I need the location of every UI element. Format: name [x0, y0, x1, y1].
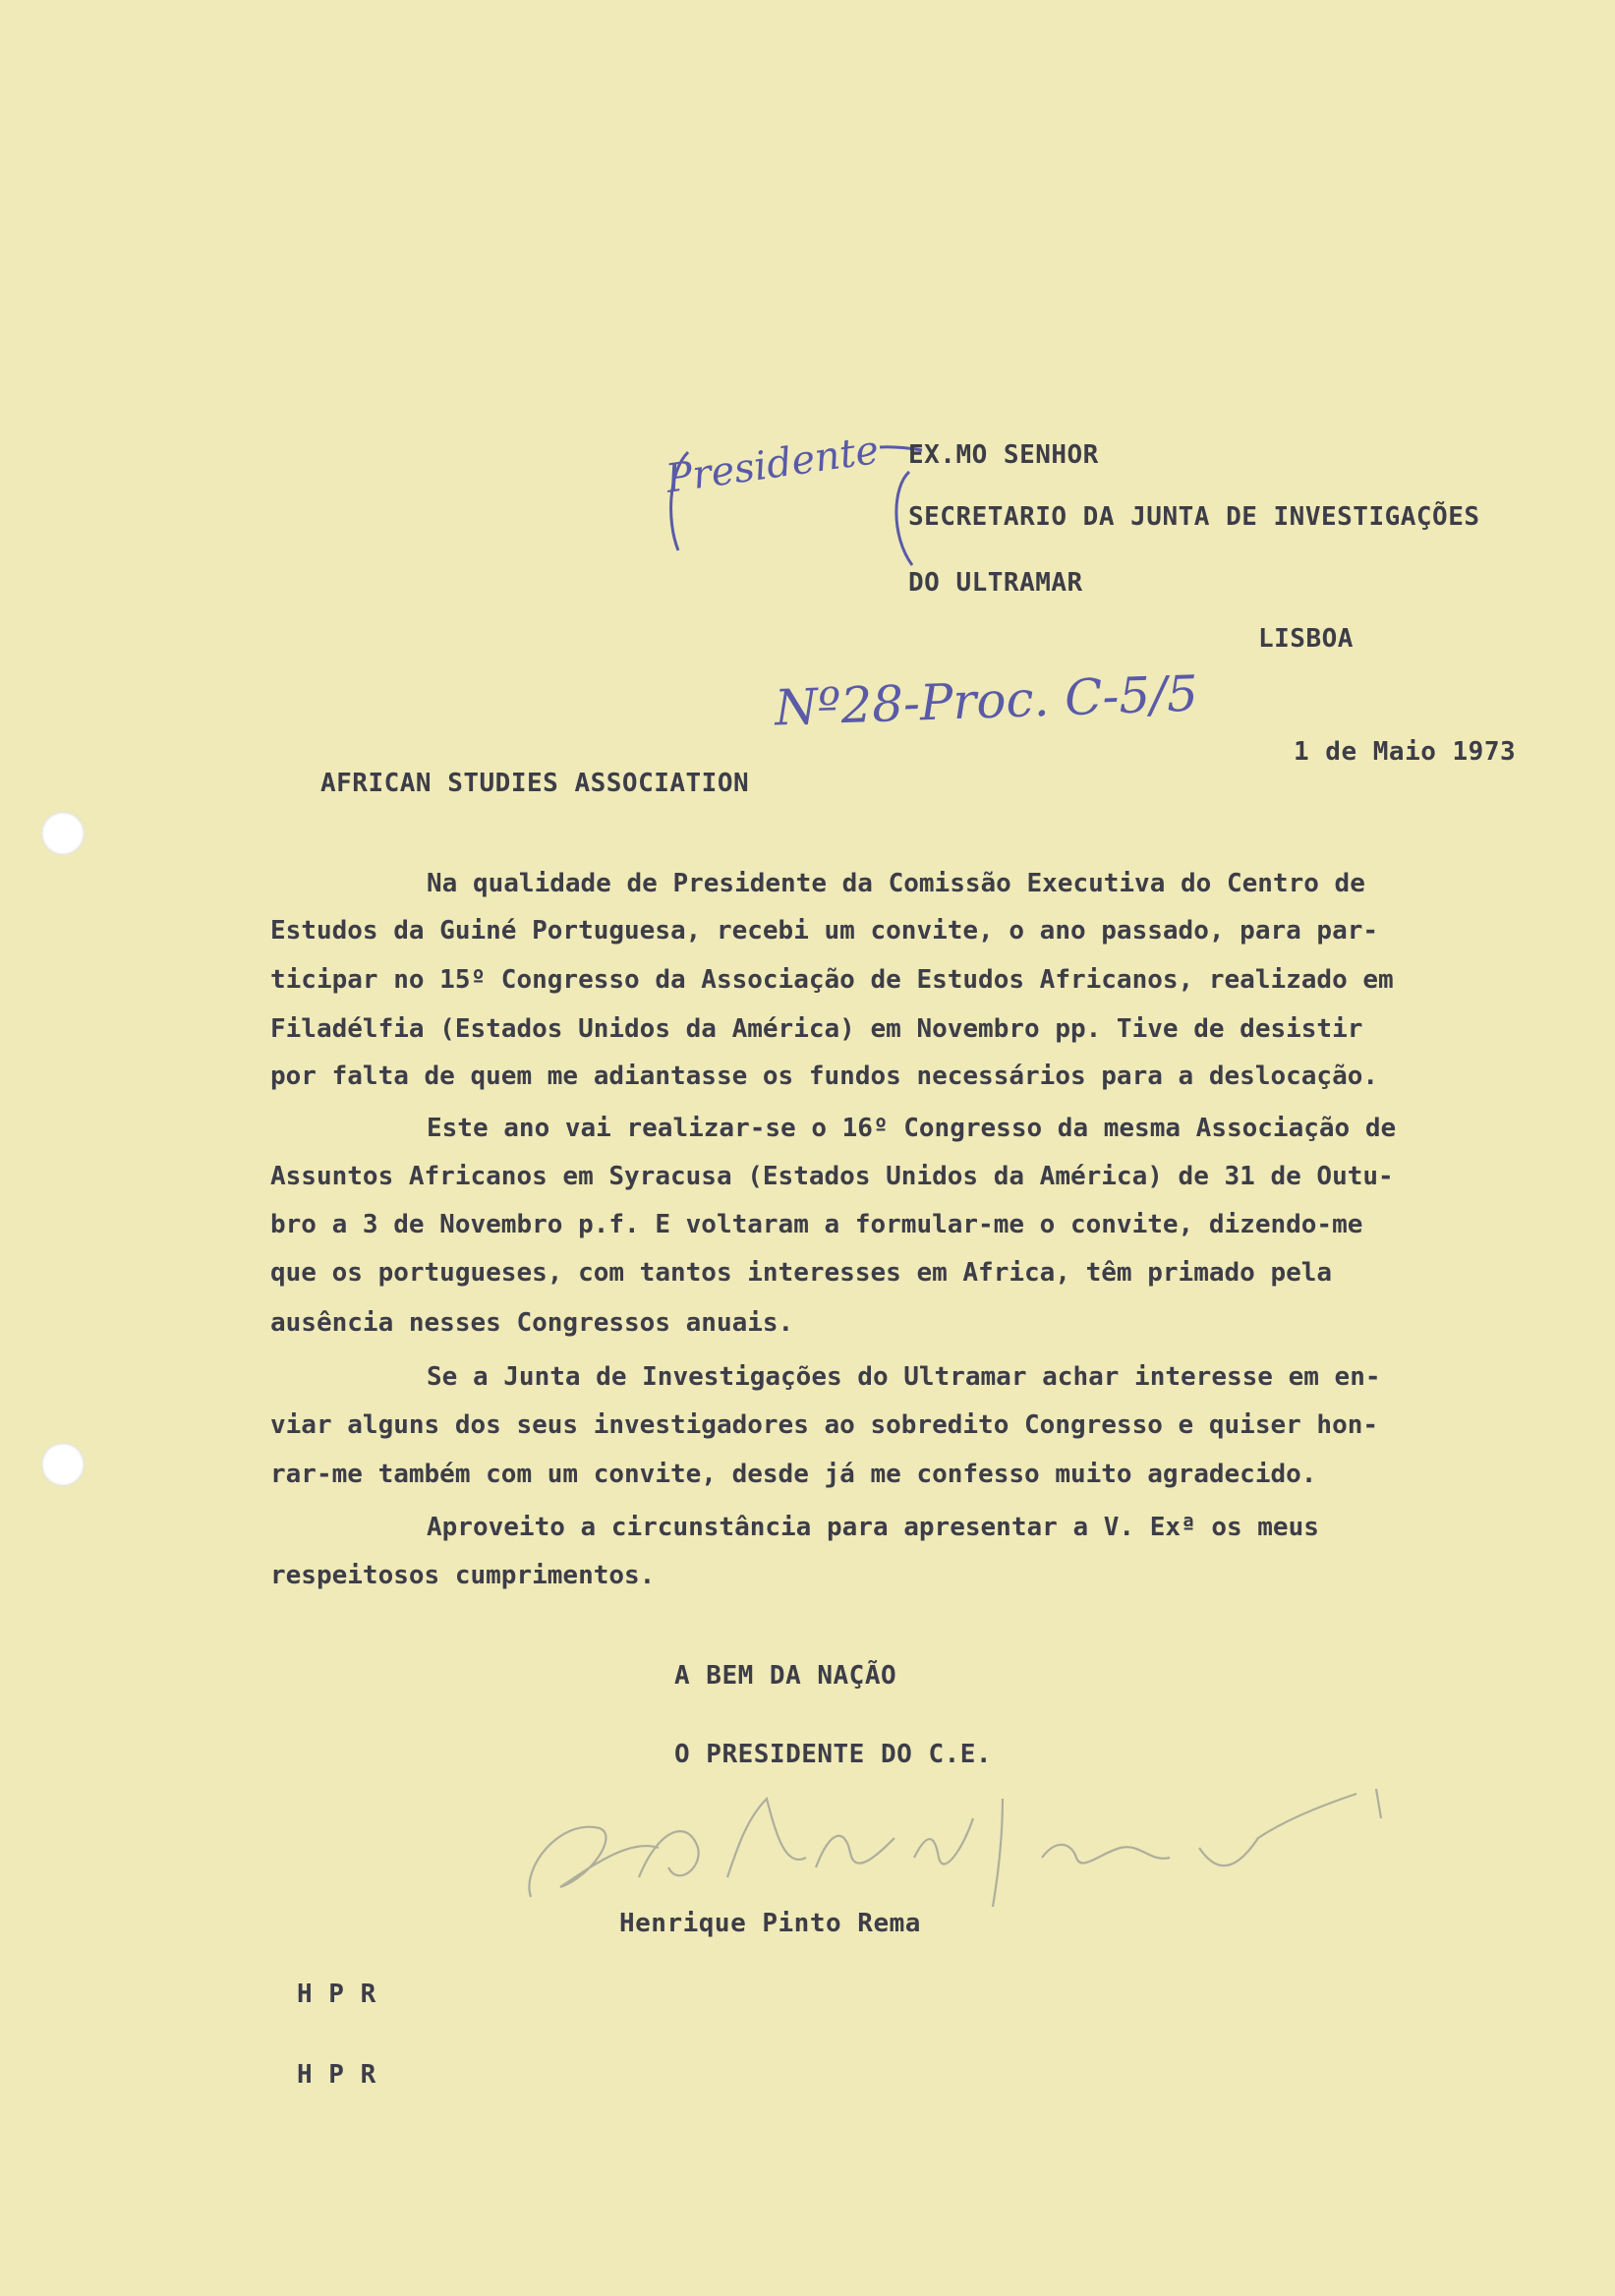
punch-hole: [41, 812, 85, 855]
body-line: Aproveito a circunstância para apresentar a V. Exª os meus: [427, 1513, 1319, 1542]
body-line: Filadélfia (Estados Unidos da América) em Novembro pp. Tive de desistir: [270, 1014, 1363, 1044]
bracket-mark: [659, 427, 934, 609]
handwritten-margin-note: Presidente: [663, 427, 882, 502]
typist-initials: H P R: [297, 2060, 376, 2090]
signatory-name: Henrique Pinto Rema: [619, 1909, 921, 1938]
punch-hole: [41, 1443, 85, 1486]
closing-salutation: A BEM DA NAÇÃO: [674, 1661, 897, 1691]
signature: [491, 1759, 1435, 1926]
addressee-city: LISBOA: [1258, 624, 1354, 654]
letter-subject: AFRICAN STUDIES ASSOCIATION: [320, 769, 750, 798]
body-line: Este ano vai realizar-se o 16º Congresso da mesma Associação de: [427, 1114, 1397, 1143]
body-line: Assuntos Africanos em Syracusa (Estados Unidos da América) de 31 de Outu-: [270, 1162, 1394, 1191]
addressee-line-1: EX.MO SENHOR: [908, 440, 1099, 470]
body-line: Se a Junta de Investigações do Ultramar achar interesse em en-: [427, 1362, 1381, 1392]
body-line: ausência nesses Congressos anuais.: [270, 1308, 794, 1338]
body-line: por falta de quem me adiantasse os fundos necessários para a deslocação.: [270, 1062, 1379, 1091]
addressee-line-3: DO ULTRAMAR: [908, 568, 1083, 598]
body-line: ticipar no 15º Congresso da Associação de Estudos Africanos, realizado em: [270, 965, 1394, 995]
body-line: que os portugueses, com tantos interesses em Africa, têm primado pela: [270, 1258, 1333, 1288]
letter-date: 1 de Maio 1973: [1294, 737, 1517, 767]
addressee-line-2: SECRETARIO DA JUNTA DE INVESTIGAÇÕES: [908, 502, 1480, 532]
body-line: Na qualidade de Presidente da Comissão Executiva do Centro de: [427, 869, 1365, 898]
body-line: Estudos da Guiné Portuguesa, recebi um convite, o ano passado, para par-: [270, 916, 1379, 946]
body-line: respeitosos cumprimentos.: [270, 1561, 656, 1590]
closing-role: O PRESIDENTE DO C.E.: [674, 1740, 993, 1769]
body-line: viar alguns dos seus investigadores ao sobredito Congresso e quiser hon-: [270, 1410, 1379, 1440]
body-line: rar-me também com um convite, desde já me confesso muito agradecido.: [270, 1460, 1317, 1489]
handwritten-reference: Nº28-Proc. C-5/5: [774, 664, 1199, 737]
typist-initials: H P R: [297, 1980, 376, 2009]
body-line: bro a 3 de Novembro p.f. E voltaram a formular-me o convite, dizendo-me: [270, 1210, 1363, 1239]
